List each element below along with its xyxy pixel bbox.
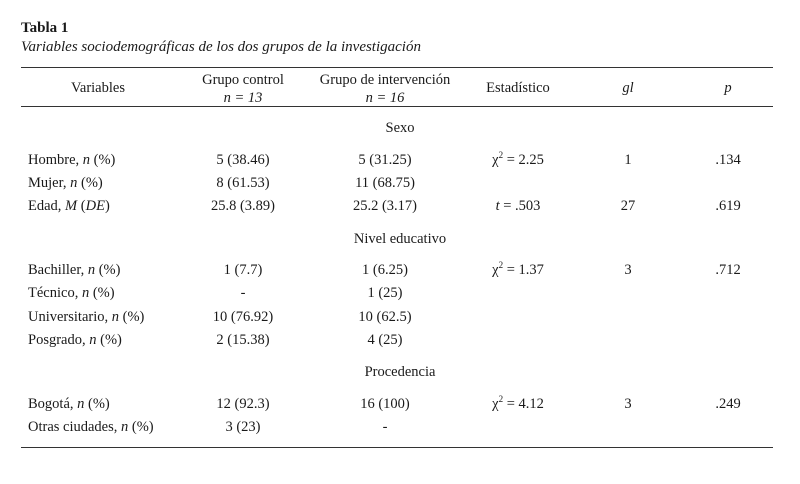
cell-gl: 3: [624, 396, 632, 412]
cell-intervention: -: [382, 419, 388, 435]
cell-control: 2 (15.38): [216, 332, 270, 348]
cell-intervention: 25.2 (3.17): [352, 198, 418, 214]
header-variables: Variables: [71, 80, 125, 96]
section-title: Nivel educativo: [353, 231, 447, 247]
row-label: Bachiller, n (%): [28, 262, 121, 278]
row-label: Hombre, n (%): [28, 152, 116, 168]
header-gl: gl: [622, 80, 634, 96]
cell-intervention: 5 (31.25): [358, 152, 412, 168]
header-rule: [21, 106, 773, 107]
cell-intervention: 11 (68.75): [355, 175, 415, 191]
header-statistic: Estadístico: [486, 80, 550, 96]
header-control: Grupo control: [202, 72, 284, 88]
cell-statistic: t = .503: [495, 198, 541, 214]
bottom-rule: [21, 447, 773, 448]
cell-control: 1 (7.7): [223, 262, 263, 278]
cell-intervention: 10 (62.5): [358, 309, 412, 325]
cell-statistic: $\chi^2 = 1.37$: [492, 260, 544, 278]
cell-control: 10 (76.92): [212, 309, 274, 325]
cell-gl: 27: [620, 198, 636, 214]
table-title: Tabla 1: [21, 20, 69, 36]
cell-intervention: 16 (100): [360, 396, 410, 412]
cell-intervention: 1 (25): [367, 285, 403, 301]
cell-control: 5 (38.46): [216, 152, 270, 168]
row-label: Otras ciudades, n (%): [28, 419, 154, 435]
row-label: Bogotá, n (%): [28, 396, 110, 412]
cell-gl: 1: [624, 152, 632, 168]
top-rule: [21, 67, 773, 68]
section-title: Procedencia: [364, 364, 436, 380]
header-intervention: Grupo de intervención: [319, 72, 451, 88]
cell-p: .619: [715, 198, 741, 214]
row-label: Mujer, n (%): [28, 175, 103, 191]
cell-p: .249: [715, 396, 741, 412]
cell-intervention: 4 (25): [367, 332, 403, 348]
cell-control: 3 (23): [225, 419, 261, 435]
cell-control: 8 (61.53): [216, 175, 270, 191]
header-p: p: [724, 80, 732, 96]
row-label: Universitario, n (%): [28, 309, 145, 325]
cell-p: .134: [715, 152, 741, 168]
cell-control: 25.8 (3.89): [210, 198, 276, 214]
cell-control: -: [240, 285, 246, 301]
cell-gl: 3: [624, 262, 632, 278]
cell-intervention: 1 (6.25): [362, 262, 408, 278]
row-label: Edad, M (DE): [28, 198, 110, 214]
cell-statistic: $\chi^2 = 4.12$: [492, 394, 544, 412]
section-title: Sexo: [385, 120, 415, 136]
cell-statistic: $\chi^2 = 2.25$: [492, 150, 544, 168]
header-intervention-n: n = 16: [365, 90, 405, 106]
cell-control: 12 (92.3): [216, 396, 270, 412]
table-subtitle: Variables sociodemográficas de los dos grupos de la investigación: [21, 39, 421, 55]
cell-p: .712: [715, 262, 741, 278]
row-label: Técnico, n (%): [28, 285, 115, 301]
header-control-n: n = 13: [223, 90, 263, 106]
row-label: Posgrado, n (%): [28, 332, 122, 348]
